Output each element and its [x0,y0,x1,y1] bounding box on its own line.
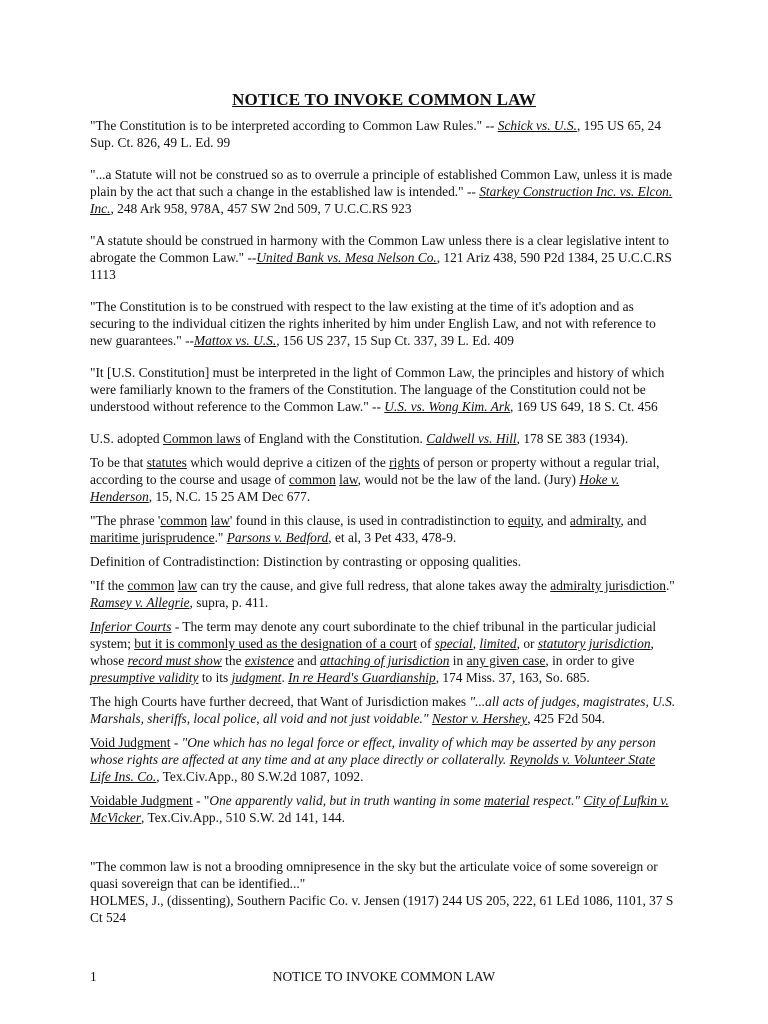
case-citation: Parsons v. Bedford [226,530,329,545]
case-citation: attaching of jurisdiction [319,653,450,668]
text-run: - The term may denote any court subordinate to the chief tribunal in the particular judicial system; [90,619,657,651]
text-run: "The Constitution is to be construed with respect to the law existing at the time of it's adoption and as securing to the individual citizen the rights inherited by him under English Law, and not with reference to new guarantees." -- [90,299,656,348]
paragraph [90,858,678,892]
text-run: , Tex.Civ.App., 80 S.W.2d 1087, 1092. [156,769,364,784]
text-run: the [221,653,245,668]
text-run: in [449,653,467,668]
case-citation: Inferior Courts [90,619,172,634]
text-run: ." [665,578,675,593]
case-citation: material [484,793,530,808]
paragraph [90,553,678,570]
text-run: "It [U.S. Constitution] must be interpreted in the light of Common Law, the principles and history of which were familiarly known to the framers of the Constitution. The language of the Constitution could not be understood without reference to the Common Law." -- [90,365,665,414]
underlined-term: law [210,513,230,528]
text-run: , whose [90,636,654,668]
paragraph [90,117,678,151]
paragraph [90,734,678,785]
underlined-term: maritime jurisprudence [90,530,215,545]
italic-quote: "One which has no legal force or effect, invality of which may be asserted by any person whose rights are affected at any time and at any place directly or collaterally. [90,735,656,767]
case-citation: Ramsey v. Allegrie [90,595,190,610]
underlined-term: Voidable Judgment [90,793,193,808]
text-run: "The Constitution is to be interpreted according to Common Law Rules." -- [90,118,498,133]
underlined-term: Common laws [162,431,241,446]
case-citation: Starkey Construction Inc. vs. Elcon. Inc. [90,184,673,216]
text-run: "If the [90,578,128,593]
text-run: - [170,735,182,750]
text-run: The high Courts have further decreed, that Want of Jurisdiction makes [90,694,470,709]
case-citation: special [434,636,473,651]
underlined-term: common [160,513,208,528]
text-run: , 195 US 65, 24 Sup. Ct. 826, 49 L. Ed. 99 [90,118,662,150]
underlined-term: law [339,472,358,487]
footer-title: NOTICE TO INVOKE COMMON LAW [272,969,496,984]
text-run: "...a Statute will not be construed so as to overrule a principle of established Common Law, unless it is made plain by the act that such a change in the established law is intended." -- [90,167,673,199]
underlined-term: equity [507,513,541,528]
paragraph [90,430,678,447]
text-run: , 169 US 649, 18 S. Ct. 456 [510,399,658,414]
underlined-term: Void Judgment [90,735,171,750]
italic-quote: One apparently valid, but in truth wanting in some [209,793,485,808]
paragraph [90,577,678,611]
underlined-term: law [177,578,198,593]
case-citation: statutory jurisdiction [537,636,651,651]
page-title: NOTICE TO INVOKE COMMON LAW [232,90,536,109]
case-citation: presumptive validity [90,670,199,685]
case-citation: Mattox vs. U.S. [194,333,277,348]
underlined-term: statutes [146,455,187,470]
text-run: , 425 F2d 504. [527,711,605,726]
text-run: ." [214,530,227,545]
text-run: Definition of Contradistinction: Distinction by contrasting or opposing qualities. [90,554,522,569]
text-run: , et al, 3 Pet 433, 478-9. [328,530,457,545]
case-citation: Reynolds v. Volunteer State Life Ins. Co. [90,752,656,784]
text-run: . [281,670,289,685]
underlined-term: common [127,578,175,593]
text-run: "The common law is not a brooding omnipresence in the sky but the articulate voice of some sovereign or quasi sovereign that can be identified..." [90,859,658,891]
paragraph [90,618,678,686]
text-run: which would deprive a citizen of the [186,455,390,470]
case-citation: Hoke v. Henderson [90,472,620,504]
text-run: , 178 SE 383 (1934). [516,431,629,446]
text-run: , would not be the law of the land. (Jury) [357,472,580,487]
text-run: HOLMES, J., (dissenting), Southern Pacific Co. v. Jensen (1917) 244 US 205, 222, 61 LEd 1086, 1101, 37 S Ct 524 [90,893,674,925]
text-run: "The phrase ' [90,513,161,528]
case-citation: Schick vs. U.S. [497,118,577,133]
text-run: U.S. adopted [90,431,163,446]
text-run: , Tex.Civ.App., 510 S.W. 2d 141, 144. [141,810,345,825]
text-run: of person or property without a regular trial, according to the course and usage of [90,455,660,487]
text-run: To be that [90,455,147,470]
underlined-term: rights [389,455,420,470]
paragraph [90,454,678,505]
text-run: , 248 Ark 958, 978A, 457 SW 2nd 509, 7 U.C.C.RS 923 [110,201,412,216]
document-body [90,117,678,926]
text-run: , [472,636,480,651]
text-run: ' found in this clause, is used in contradistinction to [229,513,508,528]
paragraph [90,232,678,283]
underlined-term: any given case [466,653,546,668]
paragraph [90,512,678,546]
text-run: to its [198,670,232,685]
case-citation: U.S. vs. Wong Kim. Ark [384,399,511,414]
case-citation: United Bank vs. Mesa Nelson Co. [256,250,437,265]
text-run: , and [540,513,570,528]
paragraph [90,364,678,415]
text-run: - " [192,793,210,808]
text-run: can try the cause, and give full redress, that alone takes away the [197,578,551,593]
text-run: , 121 Ariz 438, 590 P2d 1384, 25 U.C.C.RS 1113 [90,250,672,282]
text-run: of [416,636,435,651]
text-run: and [293,653,320,668]
paragraph [90,892,678,926]
text-run: , and [620,513,647,528]
case-citation: In re Heard's Guardianship [288,670,436,685]
paragraph [90,792,678,826]
case-citation: record must show [127,653,222,668]
text-run: "A statute should be construed in harmony with the Common Law unless there is a clear legislative intent to abrogate the Common Law." -- [90,233,669,265]
text-run: , 15, N.C. 15 25 AM Dec 677. [148,489,311,504]
case-citation: Caldwell vs. Hill [426,431,517,446]
case-citation: existence [244,653,294,668]
page-number: 1 [90,969,97,984]
text-run: , 174 Miss. 37, 163, So. 685. [435,670,590,685]
text-run: , in order to give [545,653,635,668]
paragraph [90,298,678,349]
italic-quote: respect." [529,793,584,808]
paragraph [90,166,678,217]
paragraph [90,693,678,727]
case-citation: Nestor v. Hershey [431,711,528,726]
case-citation: judgment [231,670,282,685]
case-citation: limited [479,636,517,651]
underlined-term: but it is commonly used as the designation of a court [134,636,417,651]
text-run: , 156 US 237, 15 Sup Ct. 337, 39 L. Ed. 409 [276,333,514,348]
case-citation: City of Lufkin v. McVicker [90,793,669,825]
text-run: , or [516,636,538,651]
italic-quote: "...all acts of judges, magistrates, U.S. Marshals, sheriffs, local police, all void and not just voidable." [90,694,676,726]
underlined-term: common [288,472,336,487]
underlined-term: admiralty jurisdiction [550,578,666,593]
text-run: , supra, p. 411. [189,595,269,610]
underlined-term: admiralty [569,513,621,528]
text-run: of England with the Constitution. [240,431,427,446]
